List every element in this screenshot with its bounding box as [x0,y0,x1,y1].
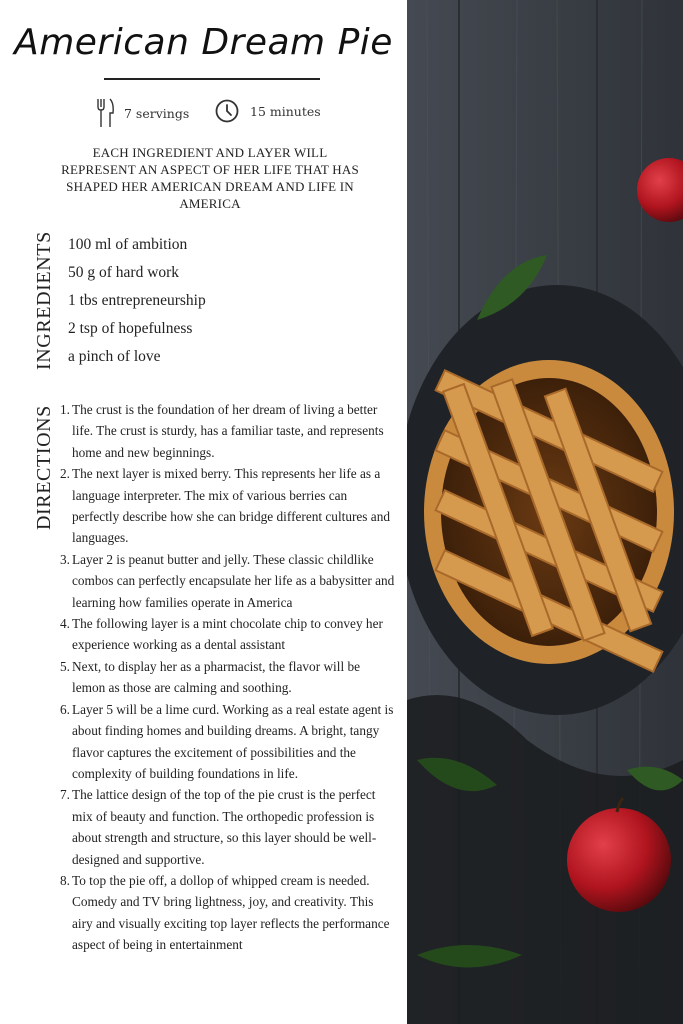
step-text: Layer 2 is peanut butter and jelly. These classic childlike combos can perfectly encapsulate her life as a babysitter and learning how families operate in America [72,551,395,610]
recipe-title: American Dream Pie [14,22,393,63]
direction-step [60,870,396,956]
ingredients-list [68,233,206,373]
pie-photo-illustration [407,0,683,1024]
direction-step [60,613,396,656]
directions-list [60,399,396,956]
step-text: The lattice design of the top of the pie crust is the perfect mix of beauty and function. The orthopedic profession is about strength and structure, so this layer should be well-designed and supportive. [72,787,377,867]
step-text: The following layer is a mint chocolate chip to convey her experience working as a dental assistant [72,616,383,653]
step-text: The crust is the foundation of her dream of living a better life. The crust is sturdy, has a familiar taste, and represents home and new beginnings. [72,402,384,460]
step-number: 7. [60,787,70,803]
ingredient-item: 100 ml of ambition [68,236,188,253]
step-text: The next layer is mixed berry. This represents her life as a language interpreter. The mix of various berries can perfectly describe how she can bridge different cultures and languages. [72,466,391,546]
ingredient-item: 2 tsp of hopefulness [68,320,193,337]
ingredient-item: 1 tbs entrepreneurship [68,292,206,309]
direction-step [60,699,396,785]
direction-step [60,549,396,613]
step-text: To top the pie off, a dollop of whipped cream is needed. Comedy and TV bring lightness, joy, and creativity. This airy and visually exciting top layer reflects the performance aspect of being in entertainment [72,872,390,953]
ingredient-item: a pinch of love [68,348,161,365]
step-number: 4. [60,616,70,632]
step-number: 8. [60,872,70,888]
clock-icon [214,98,240,124]
servings-info [96,98,189,128]
fork-knife-icon [96,98,114,128]
time-label: 15 minutes [250,103,321,119]
directions-heading: DIRECTIONS [33,405,55,530]
pie-photo [407,0,683,1024]
ingredients-heading: INGREDIENTS [33,231,55,370]
step-number: 6. [60,701,70,717]
step-number: 2. [60,466,70,482]
servings-label: 7 servings [124,105,190,121]
step-number: 5. [60,658,70,674]
direction-step [60,463,396,549]
direction-step [60,399,396,463]
step-number: 3. [60,551,70,567]
step-text: Next, to display her as a pharmacist, the flavor will be lemon as those are calming and soothing. [72,658,361,696]
title-underline [104,78,320,80]
intro-text: EACH INGREDIENT AND LAYER WILL REPRESENT AN ASPECT OF HER LIFE THAT HAS SHAPED HER AMERICAN DREAM AND LIFE IN AMERICA [61,145,359,212]
time-info [214,98,321,124]
recipe-meta [0,98,407,128]
step-number: 1. [60,402,70,417]
direction-step [60,784,396,870]
ingredient-item: 50 g of hard work [68,264,180,281]
step-text: Layer 5 will be a lime curd. Working as a real estate agent is about finding homes and building dreams. A bright, tangy flavor captures the excitement of possibilities and the complexity of building foundations in life. [72,701,394,781]
direction-step [60,656,396,699]
